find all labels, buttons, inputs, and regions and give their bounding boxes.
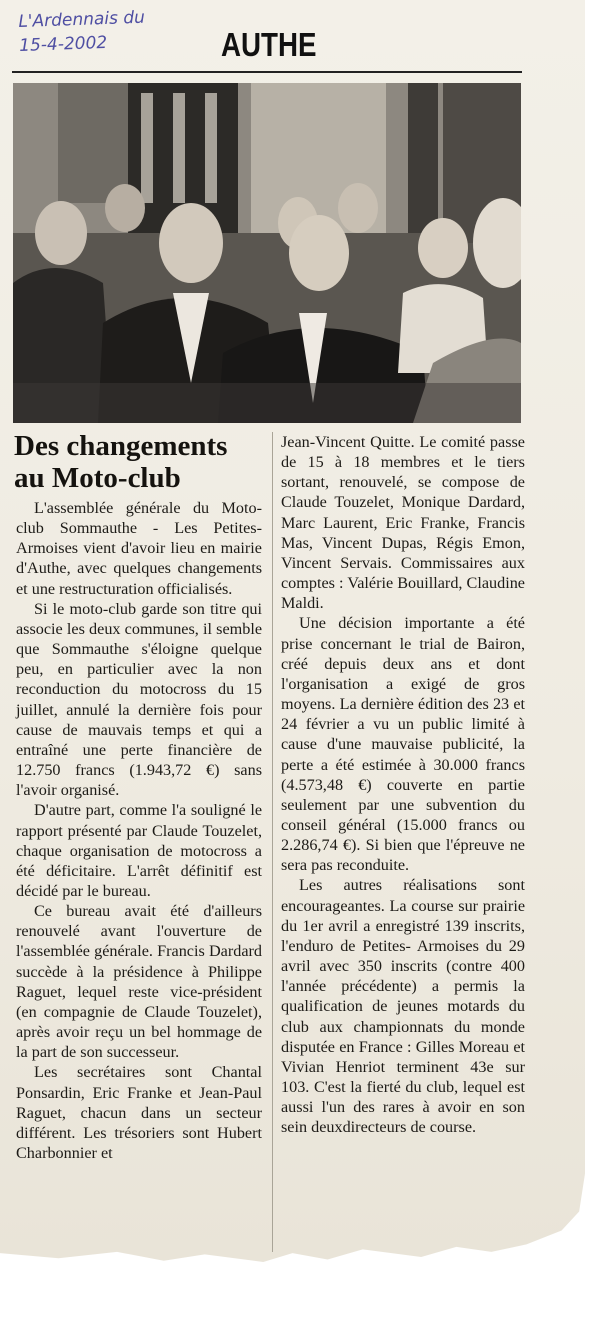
article-paragraph: Une décision importante a été prise concernant le trial de Bairon, créé depuis deux ans et dont l'organisation a exigé de gros moyens. La dernière édition des 23 et 24 février a vu un public limité à cause d'une mauvaise publicité, la perte a été estimée à 30.000 francs (4.573,48 €) couverte en partie seulement par une subvention du conseil général (15.000 francs ou 2.286,74 €). Si bien que l'épreuve ne sera pas reconduite. [281,614,525,875]
article-paragraph: Si le moto-club garde son titre qui associe les deux communes, il semble que Sommauthe s'éloigne quelque peu, en particulier avec la non reconduction du motocross du 15 juillet, annulé la dernière fois pour cause de mauvais temps et qui a entraîné une perte financière de 12.750 francs (1.943,72 €) sans l'avoir organisé. [16,599,262,800]
section-title: AUTHE [221,26,317,63]
audience-photo-illustration [13,83,521,423]
article-paragraph: Les secrétaires sont Chantal Ponsardin, Eric Franke et Jean-Paul Raguet, chacun dans un secteur différent. Les trésoriers sont Hubert Charbonnier et [16,1063,262,1162]
headline-line-2: au Moto-club [14,462,181,494]
audience-photo [13,83,521,423]
handwritten-source: L'Ardennais du [18,7,146,32]
section-rule [12,71,522,73]
headline [14,430,264,494]
handwritten-date: 15-4-2002 [18,32,108,56]
article-paragraph: D'autre part, comme l'a souligné le rapport présenté par Claude Touzelet, chaque organisation de motocross a été déficitaire. L'arrêt définitif est décidé par le bureau. [16,801,262,900]
article-paragraph: Ce bureau avait été d'ailleurs renouvelé avant l'ouverture de l'assemblée générale. Francis Dardard succède à la présidence à Philippe Raguet, lequel reste vice-président (en compagnie de Claude Touzelet), après avoir reçu un bel hommage de la part de son successeur. [16,902,262,1062]
column-divider [272,432,273,1252]
article-paragraph: Les autres réalisations sont encourageantes. La course sur prairie du 1er avril a enregistré 139 inscrits, l'enduro de Petites- Armoises du 29 avril avec 350 inscrits (contre 400 l'année précédente) a permis la qualification de jeunes motards du club aux championnats du monde disputée en France : Gilles Moreau et Vivian Henriot terminent 43e sur 103. C'est la fierté du club, lequel est aussi l'un des rares à avoir en son sein deuxdirecteurs de course. [281,876,525,1137]
article-paragraph: Jean-Vincent Quitte. Le comité passe de 15 à 18 membres et le tiers sortant, renouvelé, se compose de Claude Touzelet, Monique Dardard, Marc Laurent, Eric Franke, Francis Mas, Vincent Dupas, Régis Emon, Vincent Servais. Commissaires aux comptes : Valérie Bouillard, Claudine Maldi. [281,433,525,613]
article-paragraph: L'assemblée générale du Moto-club Sommauthe - Les Petites-Armoises vient d'avoir lieu en mairie d'Authe, avec quelques changements et une restructuration officialisés. [16,499,262,598]
right-column [281,432,525,1137]
left-column [16,498,262,1163]
headline-line-1: Des changements [14,430,228,462]
handwritten-note [18,3,230,58]
